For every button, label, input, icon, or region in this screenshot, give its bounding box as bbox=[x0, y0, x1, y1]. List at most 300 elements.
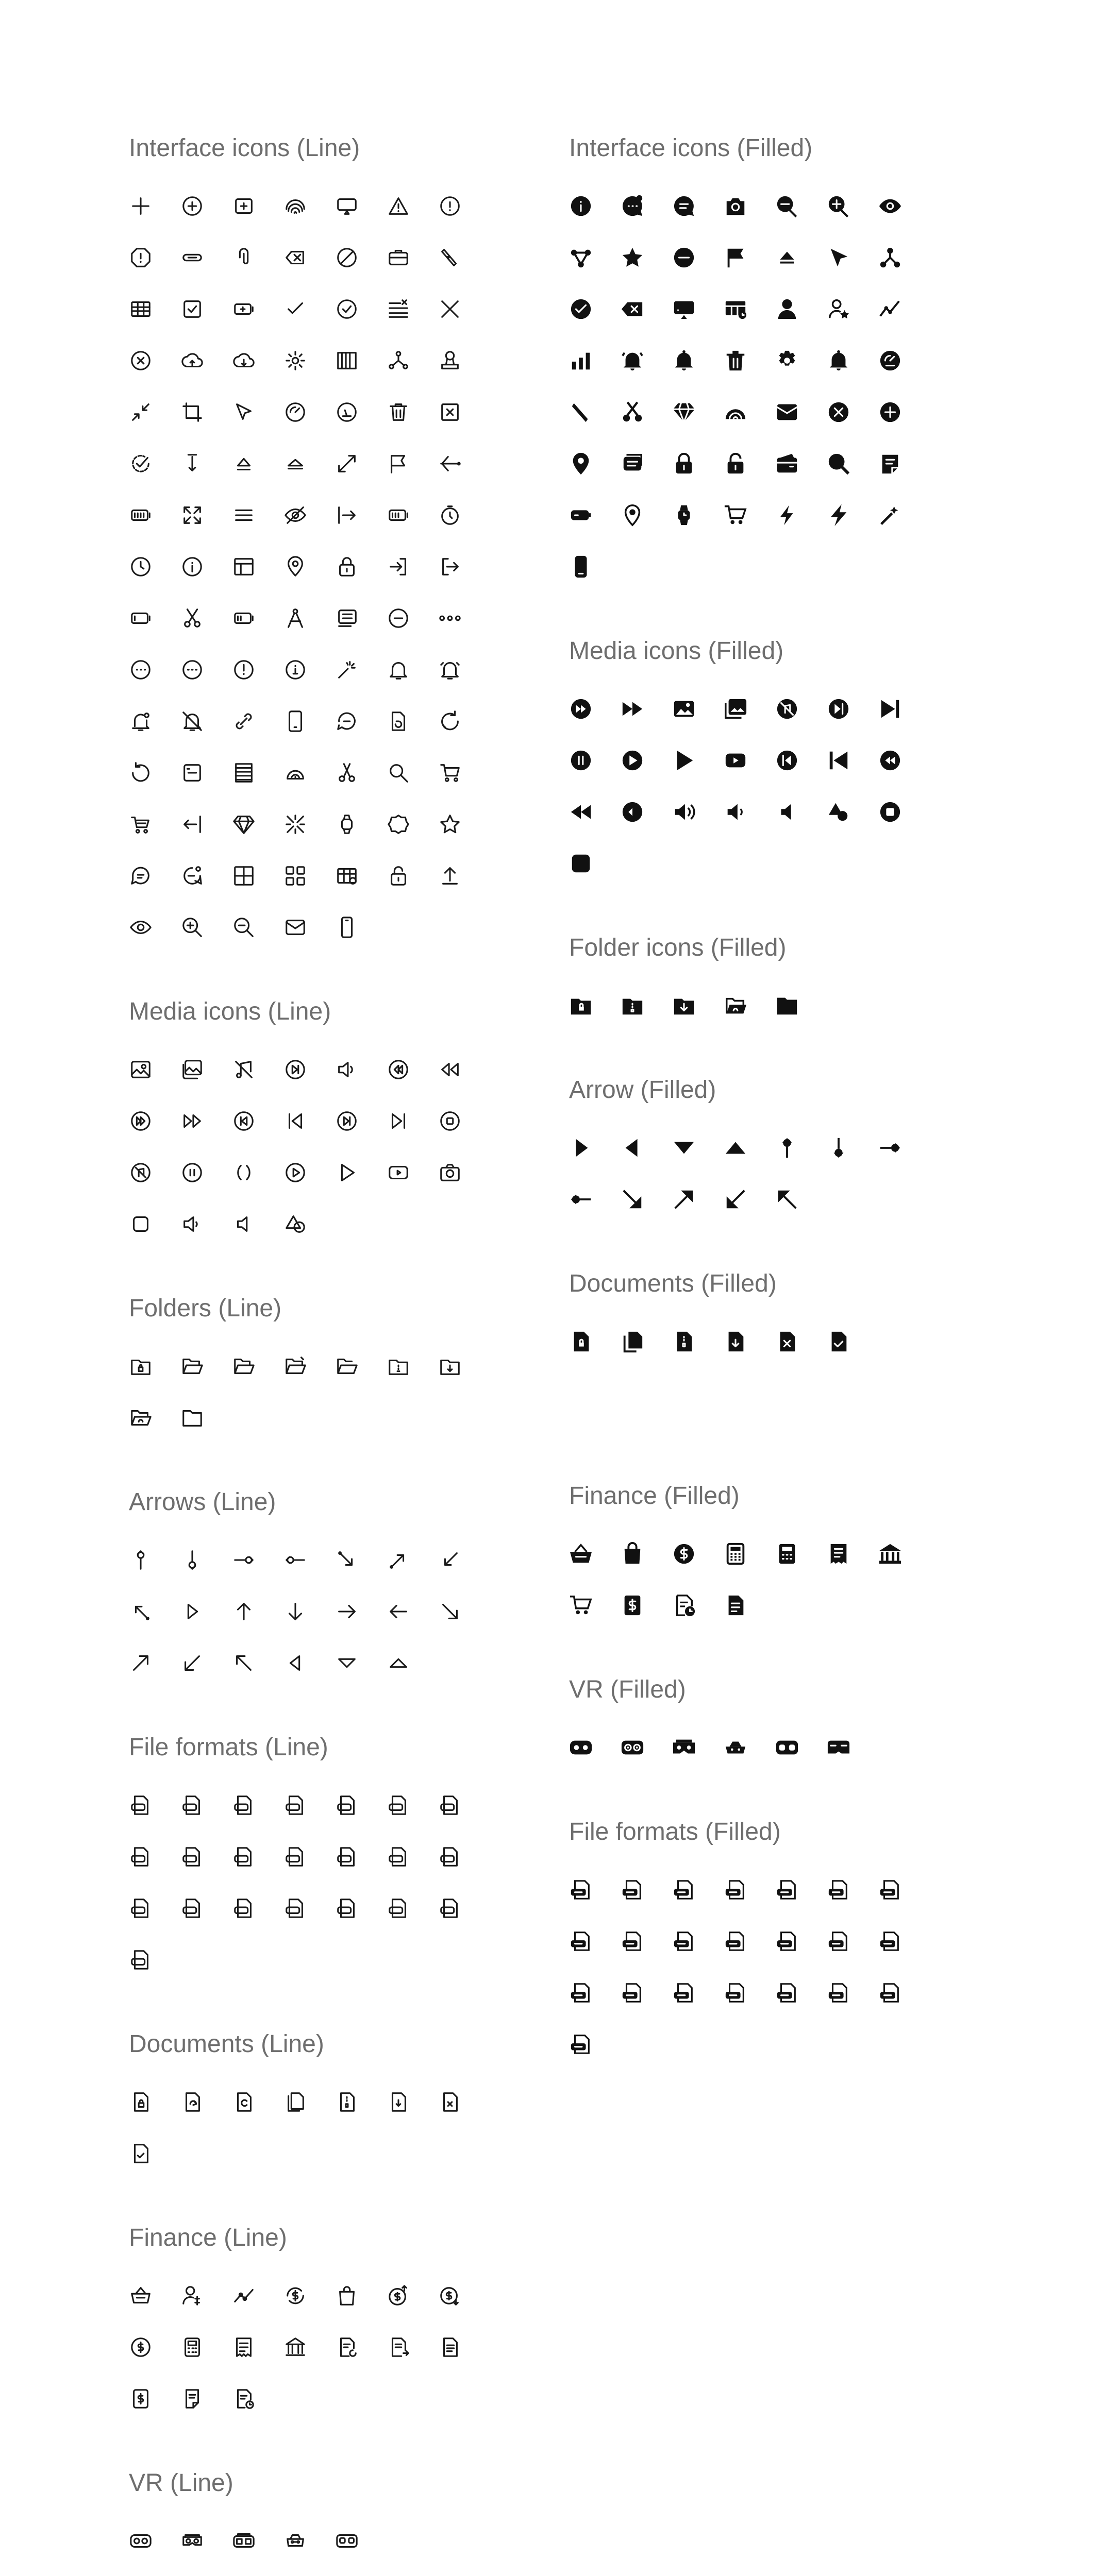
eye-off-icon bbox=[283, 489, 335, 541]
icon-section bbox=[129, 2219, 531, 2425]
refresh-icon bbox=[438, 696, 490, 747]
skip-back-icon bbox=[283, 1095, 335, 1147]
timer-icon bbox=[438, 489, 490, 541]
pin-right-icon bbox=[232, 1534, 283, 1586]
invoice-icon bbox=[438, 2321, 490, 2373]
section-title: Folders (Line) bbox=[129, 1295, 282, 1322]
shapes-icon bbox=[283, 1198, 335, 1250]
battery-plus-icon bbox=[232, 283, 283, 335]
check-circle-icon bbox=[569, 283, 621, 335]
square-plus-icon bbox=[232, 180, 283, 232]
circle-skip-back-icon bbox=[232, 1095, 283, 1147]
invoice-icon bbox=[724, 1580, 775, 1631]
caret-left-icon bbox=[283, 1637, 335, 1689]
file-format-icon bbox=[180, 1831, 232, 1883]
battery-mid-icon bbox=[232, 592, 283, 644]
wallet-icon bbox=[775, 438, 827, 489]
dots-circle-icon bbox=[129, 644, 180, 696]
zoom-in-icon bbox=[827, 180, 878, 232]
folder-open-2-icon bbox=[283, 1341, 335, 1392]
bell-icon bbox=[672, 335, 724, 386]
left-column bbox=[129, 130, 531, 2567]
message-loop-icon bbox=[335, 696, 387, 747]
folder-zip-icon bbox=[621, 980, 672, 1031]
circle-stop-icon bbox=[438, 1095, 490, 1147]
cloud-download-icon bbox=[232, 335, 283, 386]
folder-zip-icon bbox=[387, 1341, 438, 1392]
note-icon bbox=[878, 438, 930, 489]
calculator-alt-icon bbox=[775, 1528, 827, 1580]
icon-grid bbox=[129, 1534, 490, 1689]
fast-forward-icon bbox=[621, 683, 672, 735]
invoice-clock-icon bbox=[672, 1580, 724, 1631]
vr-headset-icon bbox=[129, 2515, 180, 2567]
layout-icon bbox=[232, 541, 283, 592]
vr-headset-3-icon bbox=[232, 2515, 283, 2567]
file-format-icon bbox=[878, 1864, 930, 1916]
circle-x-icon bbox=[129, 335, 180, 386]
cart-icon bbox=[569, 1580, 621, 1631]
vr-headset-4-icon bbox=[724, 1722, 775, 1773]
vr-headset-5-icon bbox=[775, 1722, 827, 1773]
caret-down-icon bbox=[672, 1122, 724, 1174]
file-format-icon bbox=[775, 1967, 827, 2019]
tag-x-icon bbox=[621, 283, 672, 335]
message-icon bbox=[129, 850, 180, 902]
invoice-share-icon bbox=[387, 2321, 438, 2373]
arrow-down-bar-icon bbox=[180, 438, 232, 489]
compass-tool-icon bbox=[283, 592, 335, 644]
circle-rewind-icon bbox=[387, 1044, 438, 1095]
vr-headset-icon bbox=[569, 1722, 621, 1773]
icon-grid bbox=[129, 2515, 490, 2567]
section-title: VR (Line) bbox=[129, 2469, 233, 2497]
rewind-icon bbox=[569, 786, 621, 838]
info-alt-icon bbox=[232, 644, 283, 696]
document-refresh-icon bbox=[232, 2076, 283, 2128]
maximize-icon bbox=[180, 489, 232, 541]
user-dollar-icon bbox=[180, 2270, 232, 2321]
arrow-up-right-dot-icon bbox=[387, 1534, 438, 1586]
trend-line-icon bbox=[232, 2270, 283, 2321]
sign-in-icon bbox=[387, 541, 438, 592]
arrow-up-left-dot-icon bbox=[129, 1586, 180, 1637]
music-off-icon bbox=[232, 1044, 283, 1095]
document-zip-icon bbox=[672, 1316, 724, 1367]
clock-icon bbox=[129, 541, 180, 592]
log-in-icon bbox=[335, 489, 387, 541]
file-format-icon bbox=[438, 1883, 490, 1934]
gear-icon bbox=[775, 335, 827, 386]
file-format-icon bbox=[129, 1780, 180, 1831]
icon-section bbox=[129, 1484, 531, 1689]
file-format-icon bbox=[569, 2019, 621, 2070]
plus-circle-icon bbox=[878, 386, 930, 438]
map-pin-icon bbox=[283, 541, 335, 592]
dots-circle-alt-icon bbox=[180, 644, 232, 696]
refresh-file-icon bbox=[387, 696, 438, 747]
flag-icon bbox=[724, 232, 775, 283]
icon-grid bbox=[569, 980, 930, 1031]
icon-grid bbox=[569, 1722, 930, 1773]
info-icon bbox=[180, 541, 232, 592]
lock-icon bbox=[335, 541, 387, 592]
bell-icon bbox=[827, 335, 878, 386]
gauge-alt-icon bbox=[335, 386, 387, 438]
arrow-down-left-2-icon bbox=[180, 1637, 232, 1689]
file-format-icon bbox=[878, 1916, 930, 1967]
sign-out-icon bbox=[438, 541, 490, 592]
collapse-icon bbox=[129, 386, 180, 438]
bank-icon bbox=[878, 1528, 930, 1580]
map-pin-outline-icon bbox=[621, 489, 672, 541]
folder-icon bbox=[180, 1392, 232, 1444]
vr-headset-alt-icon bbox=[180, 2515, 232, 2567]
arrow-up-left-icon bbox=[232, 1637, 283, 1689]
eye-icon bbox=[878, 180, 930, 232]
receipt-icon bbox=[827, 1528, 878, 1580]
document-x-icon bbox=[438, 2076, 490, 2128]
document-download-icon bbox=[387, 2076, 438, 2128]
section-title: Finance (Filled) bbox=[569, 1482, 740, 1510]
icon-grid bbox=[129, 2270, 490, 2425]
section-title: Interface icons (Filled) bbox=[569, 134, 813, 162]
gear-icon bbox=[283, 335, 335, 386]
file-format-icon bbox=[724, 1967, 775, 2019]
file-format-icon bbox=[387, 1780, 438, 1831]
pin-down-icon bbox=[180, 1534, 232, 1586]
section-title: Arrows (Line) bbox=[129, 1488, 276, 1516]
eye-icon bbox=[129, 902, 180, 953]
pin-right-icon bbox=[878, 1122, 930, 1174]
file-format-icon bbox=[438, 1831, 490, 1883]
icon-section bbox=[569, 1814, 971, 2070]
volume-low-icon bbox=[775, 786, 827, 838]
circle-next-icon bbox=[621, 786, 672, 838]
bolt-icon bbox=[775, 489, 827, 541]
arrow-left-bar-icon bbox=[180, 799, 232, 850]
search-icon bbox=[827, 438, 878, 489]
watch-icon bbox=[335, 799, 387, 850]
shopping-bag-icon bbox=[335, 2270, 387, 2321]
phone-alt-icon bbox=[335, 902, 387, 953]
volume-low-icon bbox=[180, 1198, 232, 1250]
skip-forward-icon bbox=[878, 683, 930, 735]
dollar-note-icon bbox=[129, 2373, 180, 2425]
search-icon bbox=[387, 747, 438, 799]
nest-icon bbox=[283, 747, 335, 799]
magic-wand-icon bbox=[335, 644, 387, 696]
documents-icon bbox=[283, 2076, 335, 2128]
file-format-icon bbox=[621, 1864, 672, 1916]
file-format-icon bbox=[232, 1831, 283, 1883]
link-alt-icon bbox=[232, 696, 283, 747]
volume-min-icon bbox=[232, 1198, 283, 1250]
documents-icon bbox=[621, 1316, 672, 1367]
camera-icon bbox=[724, 180, 775, 232]
icon-grid bbox=[129, 1044, 490, 1250]
arrow-up-left-icon bbox=[775, 1174, 827, 1225]
tag-x-icon bbox=[283, 232, 335, 283]
scissors-alt-icon bbox=[335, 747, 387, 799]
arrow-up-icon bbox=[232, 1586, 283, 1637]
skip-forward-icon bbox=[387, 1095, 438, 1147]
dollar-refresh-icon bbox=[283, 2270, 335, 2321]
file-format-icon bbox=[129, 1883, 180, 1934]
folder-cloud-icon bbox=[129, 1392, 180, 1444]
arrow-right-icon bbox=[335, 1586, 387, 1637]
plus-icon bbox=[129, 180, 180, 232]
cursor-icon bbox=[827, 232, 878, 283]
bell-icon bbox=[387, 644, 438, 696]
file-format-icon bbox=[283, 1780, 335, 1831]
file-format-icon bbox=[672, 1864, 724, 1916]
mail-icon bbox=[775, 386, 827, 438]
icon-section bbox=[569, 1478, 971, 1631]
eject-icon bbox=[775, 232, 827, 283]
gauge-icon bbox=[878, 335, 930, 386]
link-icon bbox=[180, 232, 232, 283]
folder-open-alt-icon bbox=[232, 1341, 283, 1392]
info-icon bbox=[569, 180, 621, 232]
lock-open-icon bbox=[724, 438, 775, 489]
pause-brackets-icon bbox=[232, 1147, 283, 1198]
circle-next-icon bbox=[283, 1044, 335, 1095]
document-lock-icon bbox=[569, 1316, 621, 1367]
right-column bbox=[569, 130, 971, 2070]
file-format-icon bbox=[387, 1831, 438, 1883]
magic-wand-icon bbox=[878, 489, 930, 541]
message-icon bbox=[672, 180, 724, 232]
icon-grid bbox=[569, 1528, 930, 1631]
shopping-bag-icon bbox=[621, 1528, 672, 1580]
file-format-icon bbox=[129, 1934, 180, 1986]
bar-chart-icon bbox=[569, 335, 621, 386]
document-x-icon bbox=[775, 1316, 827, 1367]
icon-grid bbox=[569, 1864, 930, 2070]
arrow-down-left-icon bbox=[724, 1174, 775, 1225]
grid-2-icon bbox=[232, 850, 283, 902]
receipt-icon bbox=[232, 2321, 283, 2373]
dollar-up-icon bbox=[387, 2270, 438, 2321]
document-zip-icon bbox=[335, 2076, 387, 2128]
bell-off-icon bbox=[180, 696, 232, 747]
folder-icon bbox=[775, 980, 827, 1031]
pin-down-icon bbox=[827, 1122, 878, 1174]
ban-icon bbox=[335, 232, 387, 283]
invoice-clock-icon bbox=[232, 2373, 283, 2425]
video-icon bbox=[724, 735, 775, 786]
document-download-icon bbox=[724, 1316, 775, 1367]
file-format-icon bbox=[621, 1967, 672, 2019]
shapes-icon bbox=[827, 786, 878, 838]
icon-grid bbox=[569, 683, 930, 889]
icon-grid bbox=[129, 2076, 490, 2179]
section-title: VR (Filled) bbox=[569, 1676, 686, 1703]
pin-up-icon bbox=[129, 1534, 180, 1586]
expand-icon bbox=[335, 438, 387, 489]
info-circle-icon bbox=[438, 180, 490, 232]
file-format-icon bbox=[335, 1883, 387, 1934]
arrow-down-right-dot-icon bbox=[335, 1534, 387, 1586]
close-icon bbox=[438, 283, 490, 335]
file-format-icon bbox=[775, 1864, 827, 1916]
trend-line-icon bbox=[878, 283, 930, 335]
basket-icon bbox=[129, 2270, 180, 2321]
folder-open-3-icon bbox=[335, 1341, 387, 1392]
eject-icon bbox=[232, 438, 283, 489]
file-format-icon bbox=[827, 1864, 878, 1916]
badge-dashed-icon bbox=[387, 799, 438, 850]
bolt-bold-icon bbox=[827, 489, 878, 541]
smartphone-icon bbox=[283, 696, 335, 747]
pin-left-icon bbox=[569, 1174, 621, 1225]
icon-section bbox=[129, 1290, 531, 1444]
section-title: Documents (Line) bbox=[129, 2030, 324, 2058]
dollar-circle-icon bbox=[672, 1528, 724, 1580]
folder-open-icon bbox=[180, 1341, 232, 1392]
icon-section bbox=[129, 1729, 531, 1986]
gauge-icon bbox=[283, 386, 335, 438]
table-icon bbox=[129, 283, 180, 335]
message-dots-icon bbox=[621, 180, 672, 232]
file-format-icon bbox=[775, 1916, 827, 1967]
file-format-icon bbox=[724, 1864, 775, 1916]
circle-check-icon bbox=[335, 283, 387, 335]
caret-left-icon bbox=[621, 1122, 672, 1174]
trash-icon bbox=[724, 335, 775, 386]
star-icon bbox=[438, 799, 490, 850]
section-title: Arrow (Filled) bbox=[569, 1076, 716, 1104]
square-x-icon bbox=[438, 386, 490, 438]
bell-ring-icon bbox=[621, 335, 672, 386]
battery-low-icon bbox=[129, 592, 180, 644]
file-format-icon bbox=[569, 1916, 621, 1967]
document-lock-icon bbox=[129, 2076, 180, 2128]
section-title: File formats (Filled) bbox=[569, 1818, 781, 1845]
fast-forward-icon bbox=[180, 1095, 232, 1147]
cloud-upload-icon bbox=[180, 335, 232, 386]
square-stop-icon bbox=[569, 838, 621, 889]
arrow-down-icon bbox=[283, 1586, 335, 1637]
cart-icon bbox=[438, 747, 490, 799]
icon-grid bbox=[129, 1341, 490, 1444]
scissors-icon bbox=[180, 592, 232, 644]
document-check-icon bbox=[129, 2128, 180, 2179]
square-stop-icon bbox=[129, 1198, 180, 1250]
file-format-icon bbox=[129, 1831, 180, 1883]
bank-icon bbox=[283, 2321, 335, 2373]
arrow-up-right-icon bbox=[672, 1174, 724, 1225]
bell-dot-icon bbox=[129, 696, 180, 747]
section-title: Finance (Line) bbox=[129, 2224, 287, 2251]
volume-mid-icon bbox=[724, 786, 775, 838]
diamond-icon bbox=[232, 799, 283, 850]
icon-section bbox=[569, 130, 971, 592]
music-off-icon bbox=[775, 683, 827, 735]
file-format-icon bbox=[180, 1780, 232, 1831]
flag-icon bbox=[387, 438, 438, 489]
user-icon bbox=[775, 283, 827, 335]
user-stamp-icon bbox=[438, 335, 490, 386]
play-icon bbox=[335, 1147, 387, 1198]
caret-up-icon bbox=[387, 1637, 438, 1689]
cart-icon bbox=[724, 489, 775, 541]
receipt-tag-icon bbox=[180, 2373, 232, 2425]
file-format-icon bbox=[672, 1967, 724, 2019]
check-icon bbox=[283, 283, 335, 335]
volume-mid-icon bbox=[335, 1044, 387, 1095]
play-icon bbox=[672, 735, 724, 786]
arrow-down-right-icon bbox=[438, 1586, 490, 1637]
document-check-icon bbox=[827, 1316, 878, 1367]
cursor-icon bbox=[232, 386, 283, 438]
pen-nib-icon bbox=[569, 386, 621, 438]
folder-download-icon bbox=[672, 980, 724, 1031]
star-icon bbox=[621, 232, 672, 283]
columns-icon bbox=[335, 335, 387, 386]
alert-octagon-icon bbox=[129, 232, 180, 283]
vr-headset-3-icon bbox=[672, 1722, 724, 1773]
pin-left-icon bbox=[283, 1534, 335, 1586]
circle-plus-icon bbox=[180, 180, 232, 232]
icon-section bbox=[129, 2026, 531, 2179]
icon-section bbox=[569, 1265, 971, 1367]
circle-play-icon bbox=[283, 1147, 335, 1198]
images-icon bbox=[180, 1044, 232, 1095]
info-alt-2-icon bbox=[283, 644, 335, 696]
share-nodes-icon bbox=[387, 335, 438, 386]
video-rect-icon bbox=[387, 1147, 438, 1198]
minus-circle-icon bbox=[672, 232, 724, 283]
eject-alt-icon bbox=[283, 438, 335, 489]
vr-headset-6-icon bbox=[827, 1722, 878, 1773]
volume-high-icon bbox=[672, 786, 724, 838]
camera-icon bbox=[438, 1147, 490, 1198]
file-format-icon bbox=[335, 1780, 387, 1831]
arrow-up-right-icon bbox=[129, 1637, 180, 1689]
crop-icon bbox=[180, 386, 232, 438]
bell-ring-icon bbox=[438, 644, 490, 696]
network-icon bbox=[878, 232, 930, 283]
file-format-icon bbox=[438, 1780, 490, 1831]
folder-cloud-icon bbox=[724, 980, 775, 1031]
circle-fast-forward-icon bbox=[569, 683, 621, 735]
lock-icon bbox=[672, 438, 724, 489]
icon-grid bbox=[569, 1316, 930, 1367]
calendar-grid-icon bbox=[724, 283, 775, 335]
icon-section bbox=[129, 130, 531, 953]
messages-icon bbox=[621, 438, 672, 489]
file-format-icon bbox=[827, 1967, 878, 2019]
diamond-icon bbox=[672, 386, 724, 438]
map-pin-icon bbox=[569, 438, 621, 489]
mail-icon bbox=[283, 902, 335, 953]
file-format-icon bbox=[387, 1883, 438, 1934]
image-icon bbox=[672, 683, 724, 735]
x-circle-icon bbox=[827, 386, 878, 438]
crosshair-icon bbox=[283, 799, 335, 850]
file-format-icon bbox=[621, 1916, 672, 1967]
section-title: File formats (Line) bbox=[129, 1734, 328, 1761]
arrow-left-icon bbox=[387, 1586, 438, 1637]
file-format-icon bbox=[878, 1967, 930, 2019]
calculator-icon bbox=[724, 1528, 775, 1580]
circle-pause-icon bbox=[180, 1147, 232, 1198]
image-icon bbox=[129, 1044, 180, 1095]
folder-lock-icon bbox=[569, 980, 621, 1031]
dots-horizontal-icon bbox=[438, 592, 490, 644]
